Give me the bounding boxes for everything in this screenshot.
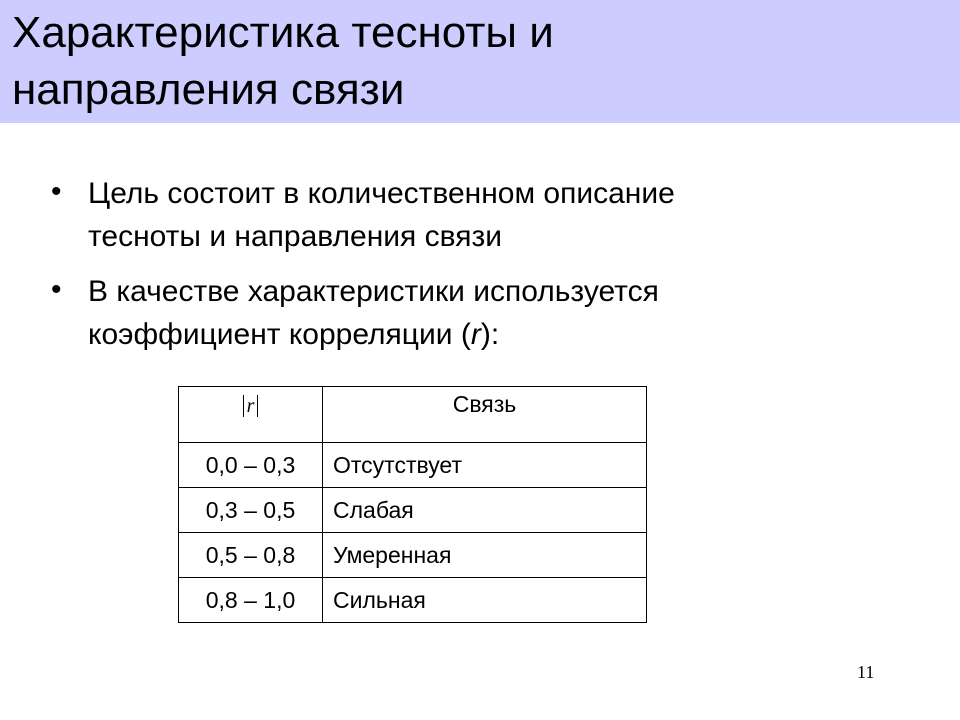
bullet-dot-icon: • bbox=[51, 175, 62, 208]
bullet-2-line-2-suffix: ): bbox=[480, 318, 500, 351]
page-number: 11 bbox=[857, 662, 875, 682]
cell-strength: Умеренная bbox=[323, 533, 647, 578]
table-row bbox=[179, 443, 647, 488]
bullet-1-line-1: Цель состоит в количественном описание bbox=[88, 177, 675, 210]
cell-range: 0,0 – 0,3 bbox=[179, 443, 323, 488]
cell-strength: Сильная bbox=[323, 578, 647, 623]
table-row bbox=[179, 533, 647, 578]
bullet-dot-icon: • bbox=[51, 273, 62, 306]
table-row bbox=[179, 578, 647, 623]
bullet-text bbox=[88, 177, 675, 253]
bullet-1-line-2: тесноты и направления связи bbox=[88, 220, 502, 253]
bullet-item-goal bbox=[48, 172, 908, 258]
slide-title-line-2: направления связи bbox=[12, 65, 405, 114]
table-header-row bbox=[179, 387, 647, 443]
cell-strength: Отсутствует bbox=[323, 443, 647, 488]
table-row bbox=[179, 488, 647, 533]
title-band bbox=[0, 0, 960, 123]
cell-range: 0,5 – 0,8 bbox=[179, 533, 323, 578]
abs-r-symbol: r bbox=[243, 395, 259, 417]
bullet-list bbox=[48, 172, 908, 368]
bullet-2-line-1: В качестве характеристики используется bbox=[88, 275, 659, 308]
bullet-item-coefficient bbox=[48, 270, 908, 356]
correlation-table bbox=[178, 386, 647, 623]
cell-range: 0,8 – 1,0 bbox=[179, 578, 323, 623]
cell-range: 0,3 – 0,5 bbox=[179, 488, 323, 533]
bullet-2-line-2-symbol: r bbox=[470, 318, 481, 351]
bullet-2-line-2-prefix: коэффициент корреляции ( bbox=[88, 318, 471, 351]
slide-title bbox=[12, 4, 554, 118]
bullet-text bbox=[88, 275, 659, 351]
header-abs-r bbox=[179, 387, 323, 443]
header-connection: Связь bbox=[323, 387, 647, 443]
slide-title-line-1: Характеристика тесноты и bbox=[12, 8, 554, 57]
cell-strength: Слабая bbox=[323, 488, 647, 533]
